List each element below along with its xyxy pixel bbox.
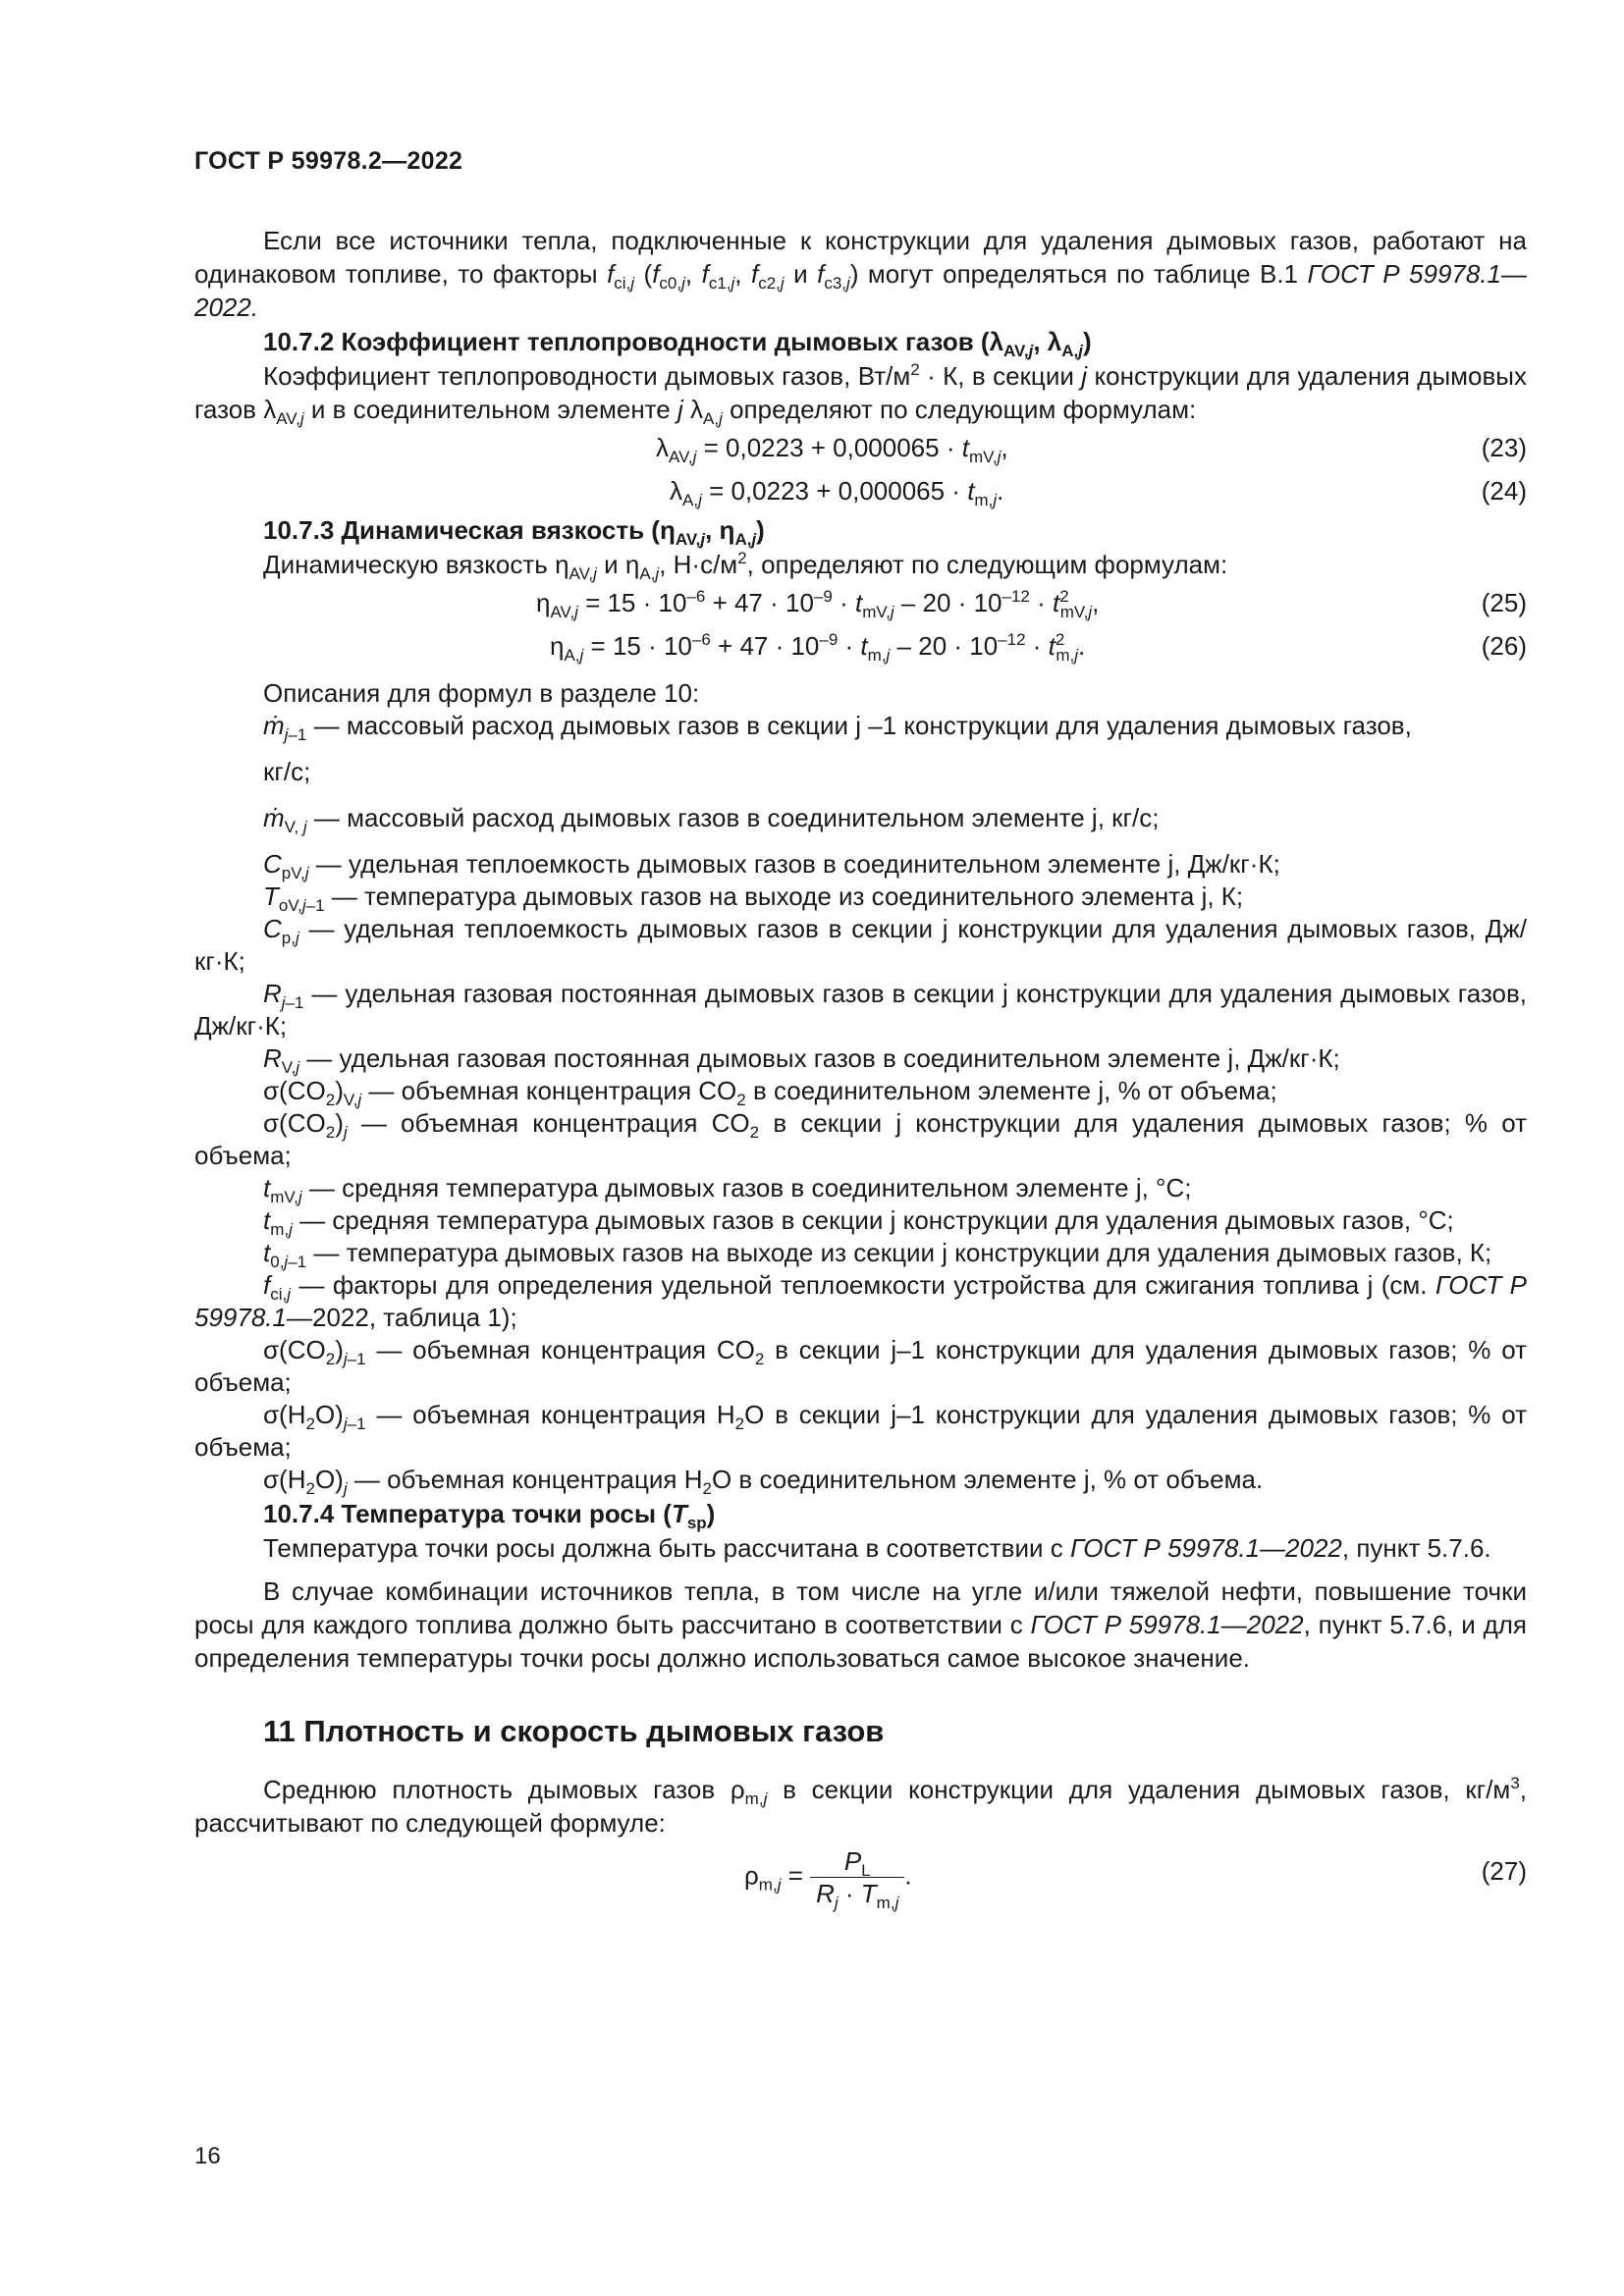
formula-number: (25) [1481,588,1527,617]
definition-co2: $\sigma(CO_2)_j$ — объемная концентрация $CO_2$ в секции j конструкции для удаления дымовых газов; % от объема; [194,1108,1527,1170]
definition-co2-prev: $\sigma(CO_2)_{j-1}$ — объемная концентрация $CO_2$ в секции j–1 конструкции для удаления дымовых газов; % от объема; [194,1335,1527,1397]
section-10-7-4-text-2: В случае комбинации источников тепла, в том числе на угле и/или тяжелой нефти, повышение точки росы для каждого топлива должно быть рассчитано в соответствии с ГОСТ Р 59978.1—2022, пункт 5.7.6, и для определения температуры точки росы должно использоваться самое высокое значение. [194,1576,1527,1673]
definitions-intro: Описания для формул в разделе 10: [263,678,700,708]
formula-27: $\rho_{m,j}$ = $\frac{P_L}{R_j \cdot T_{m,j}}$ . (27) [744,1846,1527,1912]
definition-h2o: $\sigma(H_2O)_j$ — объемная концентрация $H_2O$ в соединительном элементе j, % от объема. [263,1465,1264,1498]
definition-co2-v: $\sigma(CO_2)_{V,j}$ — объемная концентрация $CO_2$ в соединительном элементе j, % от объема; [263,1076,1277,1109]
definition-r: $R_{j-1}$ — удельная газовая постоянная дымовых газов в секции j конструкции для удаления дымовых газов, Дж/кг·К; [194,979,1527,1041]
definition-mass-flow-v: ṁ$_{V, j}$ — массовый расход дымовых газов в соединительном элементе j, кг/с; [263,803,1160,836]
section-10-7-3-title: 10.7.3 Динамическая вязкость ($\eta_{AV,j}$, $\eta_{A,j}$) [263,515,765,549]
formula-number: (26) [1481,631,1527,661]
definition-h2o-prev: $\sigma(H_2O)_{j-1}$ — объемная концентрация $H_2O$ в секции j–1 конструкции для удаления дымовых газов; % от объема; [194,1400,1527,1462]
section-10-7-3-text: Динамическую вязкость $\eta_{AV,j}$ и $\eta_{A,j}$, $Н\cdot с/м^2$, определяют по следующим формулам: [263,549,1228,583]
section-10-7-4-title: 10.7.4 Температура точки росы $(T_{sp})$ [263,1499,716,1532]
page-number: 16 [194,2143,221,2169]
formula-number: (23) [1481,433,1527,462]
definition-mass-flow: ṁ$_{j-1}$ — массовый расход дымовых газов в секции j –1 конструкции для удаления дымовых газов, [263,711,1412,744]
section-10-7-2-title: 10.7.2 Коэффициент теплопроводности дымовых газов ($\lambda_{AV,j}$, $\lambda_{A,j}$) [263,327,1092,360]
document-header: ГОСТ Р 59978.2—2022 [194,147,463,175]
formula-23: $\lambda_{AV,j} = 0,0223 + 0,000065 \cdot t_{mV,j}$, (23) [194,426,1527,469]
formula-25: $\eta_{AV,j} = 15 \cdot 10^{-6} + 47 \cdot 10^{-9} \cdot t_{mV,j} - 20 \cdot 10^{-12} \cdot t^2_{mV,j}$, (25) [194,581,1527,624]
definition-rv: $R_{V,j}$ — удельная газовая постоянная дымовых газов в соединительном элементе j, Дж/кг·К; [263,1043,1340,1077]
definition-tmv: $t_{mV,j}$ — средняя температура дымовых газов в соединительном элементе j, °C; [263,1173,1192,1206]
formula-number: (24) [1481,476,1527,506]
section-11-title: 11 Плотность и скорость дымовых газов [263,1714,885,1748]
definition-mass-flow-cont: кг/с; [263,757,311,786]
intro-paragraph: Если все источники тепла, подключенные к конструкции для удаления дымовых газов, работают на одинаковом топливе, то факторы $f_{ci,j}$ ($f_{c0,j}$, $f_{c1,j}$, $f_{c2,j}$ и $f_{c3,j}$) могут определяться по таблице В.1 ГОСТ Р 59978.1—2022. [194,226,1528,322]
page-body [194,224,1527,1924]
definition-cp: $C_{p,j}$ — удельная теплоемкость дымовых газов в секции j конструкции для удаления дымовых газов, Дж/кг·К; [194,914,1527,976]
definition-tov: $T_{oV,j-1}$ — температура дымовых газов на выходе из соединительного элемента j, К; [263,881,1244,915]
formula-24: $\lambda_{A,j} = 0,0223 + 0,000065 \cdot t_{m,j}$. (24) [194,469,1527,512]
formula-number: (27) [1481,1856,1527,1886]
section-11-text: Среднюю плотность дымовых газов $\rho_{m,j}$ в секции конструкции для удаления дымовых газов, $кг/м^3$, рассчитывают по следующей формуле: [194,1774,1528,1838]
definition-tm: $t_{m,j}$ — средняя температура дымовых газов в секции j конструкции для удаления дымовых газов, °C; [263,1205,1454,1239]
section-10-7-4-text-1: Температура точки росы должна быть рассчитана в соответствии с ГОСТ Р 59978.1—2022, пункт 5.7.6. [263,1533,1491,1563]
section-10-7-2-text: Коэффициент теплопроводности дымовых газов, $Вт/м^2 \cdot К$, в секции j конструкции для удаления дымовых газов $\lambda_{AV,j}$ и в соединительном элементе j $\lambda_{A,j}$ определяют по следующим формулам: [194,360,1527,428]
definition-cpv: $C_{pV,j}$ — удельная теплоемкость дымовых газов в соединительном элементе j, Дж/кг·К; [263,849,1280,882]
definition-fci: $f_{ci,j}$ — факторы для определения удельной теплоемкости устройства для сжигания топлива j (см. ГОСТ Р 59978.1—2022, таблица 1); [194,1270,1527,1332]
fraction: $\frac{P_L}{R_j \cdot T_{m,j}}$ [810,1845,904,1909]
formula-26: $\eta_{A,j} = 15 \cdot 10^{-6} + 47 \cdot 10^{-9} \cdot t_{m,j} - 20 \cdot 10^{-12} \cdot t^2_{m,j}$. (26) [194,624,1527,667]
definition-t0: $t_{0,j-1}$ — температура дымовых газов на выходе из секции j конструкции для удаления дымовых газов, К; [263,1238,1492,1271]
